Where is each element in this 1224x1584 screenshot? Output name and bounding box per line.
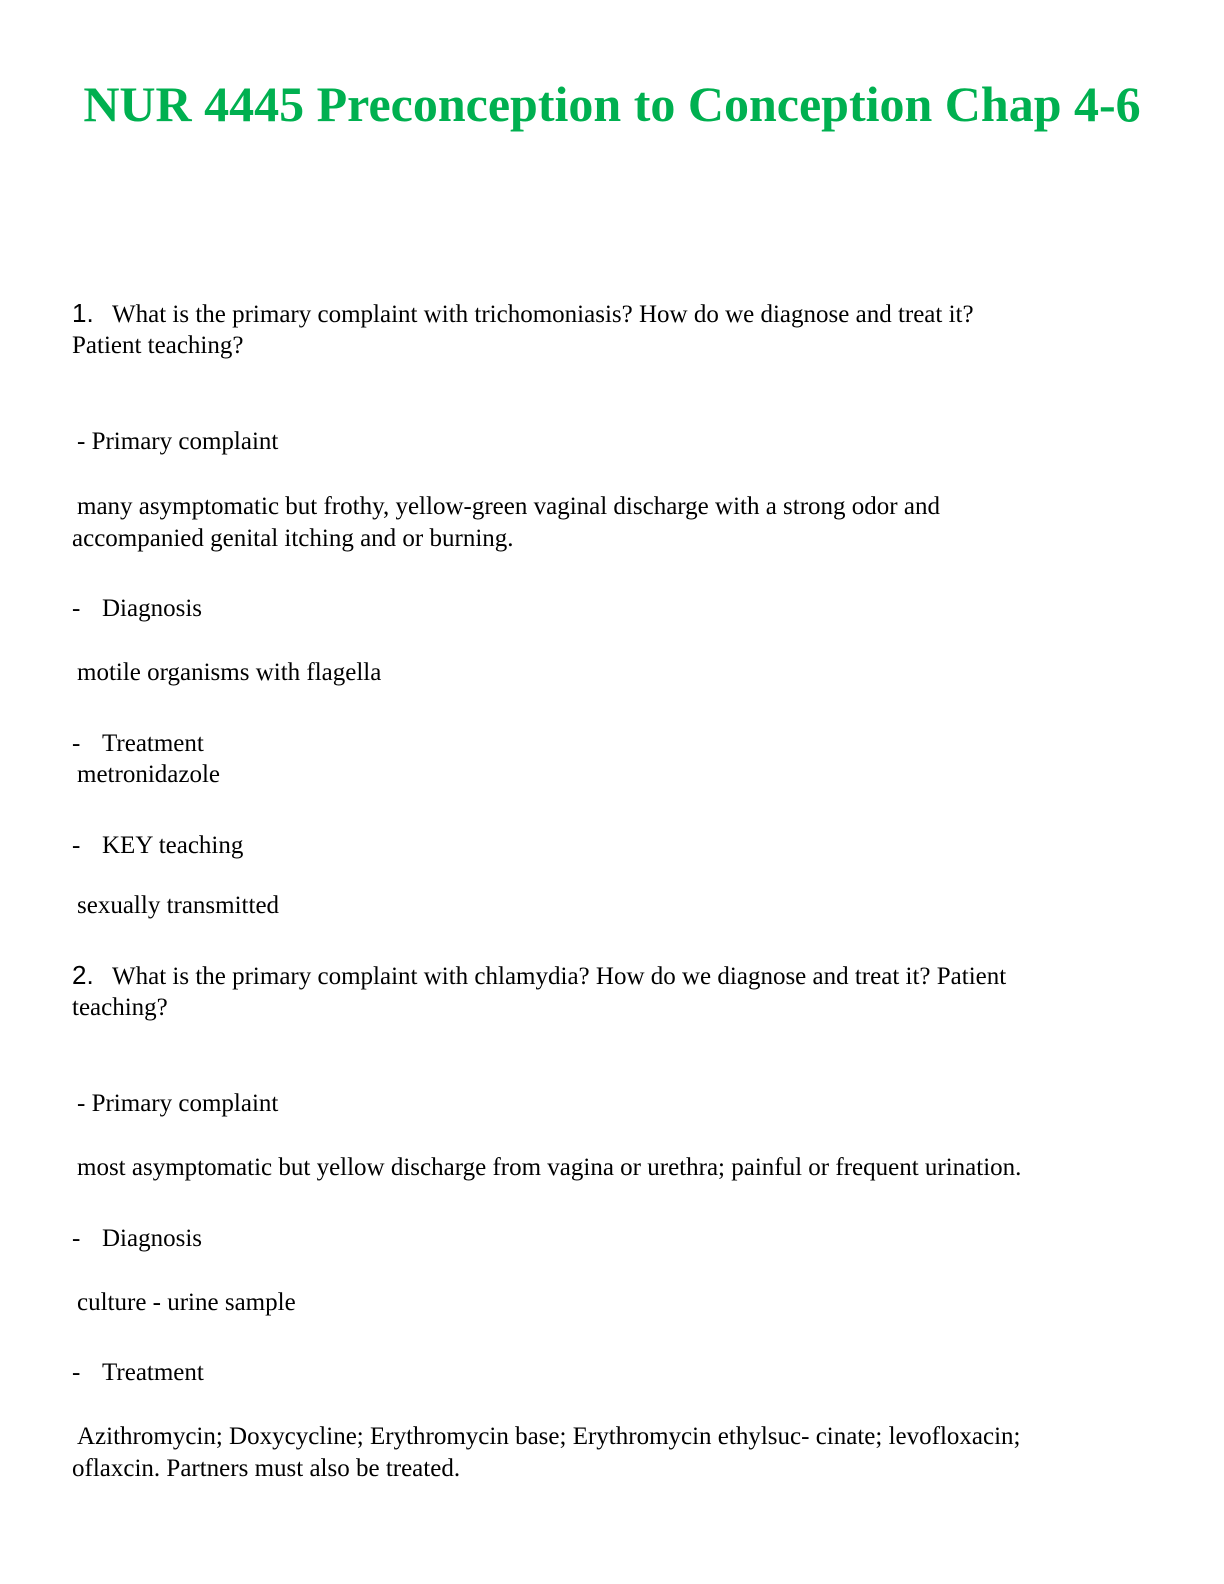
section-body-line: many asymptomatic but frothy, yellow-green vaginal discharge with a strong odor and (77, 493, 940, 520)
section-body-line: most asymptomatic but yellow discharge from vagina or urethra; painful or frequent urination. (77, 1154, 1022, 1181)
section-body-line: sexually transmitted (77, 892, 280, 919)
section-body-line: oflaxcin. Partners must also be treated. (72, 1455, 461, 1482)
section-heading-treatment: - Treatment (72, 1359, 204, 1386)
section-heading-treatment: - Treatment (72, 730, 204, 757)
section-heading-key-teaching: - KEY teaching (72, 832, 244, 859)
section-heading-primary-complaint: - Primary complaint (77, 428, 279, 455)
question-number: 2. (72, 960, 94, 990)
section-body-line: culture - urine sample (77, 1289, 296, 1316)
section-heading-diagnosis: - Diagnosis (72, 595, 202, 622)
question-text: What is the primary complaint with trichomoniasis? How do we diagnose and treat it? (112, 301, 974, 328)
question-number: 1. (72, 298, 94, 328)
question-2 (72, 960, 1006, 992)
page-title: NUR 4445 Preconception to Conception Chap 4-6 (83, 76, 1141, 132)
section-body-line: metronidazole (77, 761, 220, 788)
question-text-cont: Patient teaching? (72, 332, 244, 359)
section-body-line: accompanied genital itching and or burning. (72, 525, 514, 552)
question-text-cont: teaching? (72, 994, 168, 1021)
section-body-line: motile organisms with flagella (77, 659, 382, 686)
section-heading-primary-complaint: - Primary complaint (77, 1090, 279, 1117)
section-heading-diagnosis: - Diagnosis (72, 1225, 202, 1252)
question-1 (72, 298, 974, 330)
question-text: What is the primary complaint with chlamydia? How do we diagnose and treat it? Patient (112, 963, 1007, 990)
section-body-line: Azithromycin; Doxycycline; Erythromycin base; Erythromycin ethylsuc- cinate; levofloxacin; (77, 1423, 1021, 1450)
